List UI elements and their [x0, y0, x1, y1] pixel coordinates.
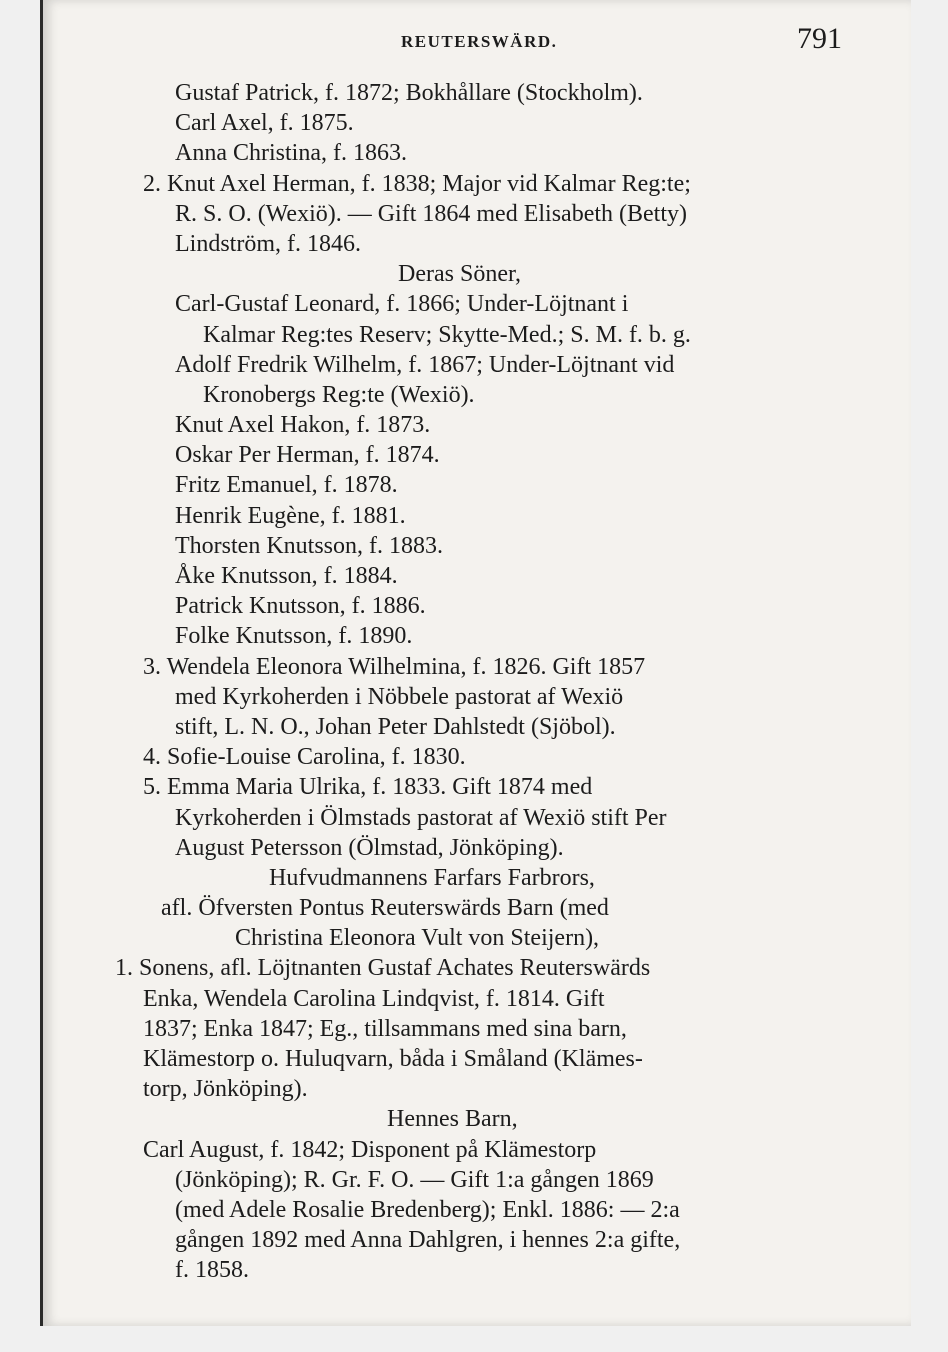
text-line: Carl-Gustaf Leonard, f. 1866; Under-Löjtnant i: [175, 291, 629, 318]
text-line: Folke Knutsson, f. 1890.: [175, 623, 413, 650]
text-line: med Kyrkoherden i Nöbbele pastorat af Wexiö: [175, 683, 624, 710]
text-line: (med Adele Rosalie Bredenberg); Enkl. 1886: — 2:a: [175, 1196, 680, 1223]
text-line: Åke Knutsson, f. 1884.: [175, 563, 398, 589]
text-line: (Jönköping); R. Gr. F. O. — Gift 1:a gången 1869: [175, 1166, 654, 1193]
text-line: R. S. O. (Wexiö). — Gift 1864 med Elisabeth (Betty): [175, 200, 687, 227]
text-line: Lindström, f. 1846.: [175, 230, 361, 257]
text-line: Fritz Emanuel, f. 1878.: [175, 472, 398, 499]
text-line: Patrick Knutsson, f. 1886.: [175, 593, 426, 620]
text-line: 1. Sonens, afl. Löjtnanten Gustaf Achates Reuterswärds: [115, 955, 651, 982]
text-line: f. 1858.: [175, 1257, 249, 1284]
text-line: gången 1892 med Anna Dahlgren, i hennes 2:a gifte,: [175, 1227, 681, 1254]
text-line: Adolf Fredrik Wilhelm, f. 1867; Under-Löjtnant vid: [175, 351, 675, 378]
text-line: torp, Jönköping).: [143, 1076, 308, 1103]
text-line: Thorsten Knutsson, f. 1883.: [175, 532, 443, 559]
text-line: 2. Knut Axel Herman, f. 1838; Major vid Kalmar Reg:te;: [143, 170, 691, 197]
text-line: Enka, Wendela Carolina Lindqvist, f. 1814. Gift: [143, 985, 605, 1012]
text-line: 1837; Enka 1847; Eg., tillsammans med sina barn,: [143, 1015, 627, 1042]
text-line: Carl Axel, f. 1875.: [175, 110, 354, 137]
text-line: Oskar Per Herman, f. 1874.: [175, 442, 440, 469]
section-heading: Deras Söner,: [398, 261, 521, 288]
section-heading: afl. Öfversten Pontus Reuterswärds Barn (med: [161, 895, 609, 922]
text-line: stift, L. N. O., Johan Peter Dahlstedt (Sjöbol).: [175, 713, 616, 740]
page-body: [115, 78, 878, 1286]
text-line: 4. Sofie-Louise Carolina, f. 1830.: [143, 744, 466, 771]
text-line: August Petersson (Ölmstad, Jönköping).: [175, 834, 564, 861]
book-page: [40, 0, 911, 1326]
page-header: [43, 22, 911, 62]
text-line: Carl August, f. 1842; Disponent på Klämestorp: [143, 1136, 597, 1163]
text-line: 5. Emma Maria Ulrika, f. 1833. Gift 1874 med: [143, 774, 593, 801]
text-line: Anna Christina, f. 1863.: [175, 140, 407, 167]
text-line: Kronobergs Reg:te (Wexiö).: [203, 381, 475, 408]
page-number: 791: [797, 22, 842, 55]
section-heading: Christina Eleonora Vult von Steijern),: [235, 925, 600, 952]
text-line: Klämestorp o. Huluqvarn, båda i Småland (Klämes-: [143, 1046, 643, 1072]
text-line: Henrik Eugène, f. 1881.: [175, 502, 406, 529]
text-line: Kyrkoherden i Ölmstads pastorat af Wexiö stift Per: [175, 804, 667, 831]
text-line: Knut Axel Hakon, f. 1873.: [175, 412, 431, 439]
text-line: 3. Wendela Eleonora Wilhelmina, f. 1826. Gift 1857: [143, 653, 646, 680]
section-heading: Hufvudmannens Farfars Farbrors,: [269, 864, 595, 891]
section-heading: Hennes Barn,: [387, 1106, 518, 1133]
running-head: REUTERSWÄRD.: [401, 32, 558, 51]
text-line: Kalmar Reg:tes Reserv; Skytte-Med.; S. M. f. b. g.: [203, 321, 691, 348]
text-line: Gustaf Patrick, f. 1872; Bokhållare (Stockholm).: [175, 80, 643, 106]
